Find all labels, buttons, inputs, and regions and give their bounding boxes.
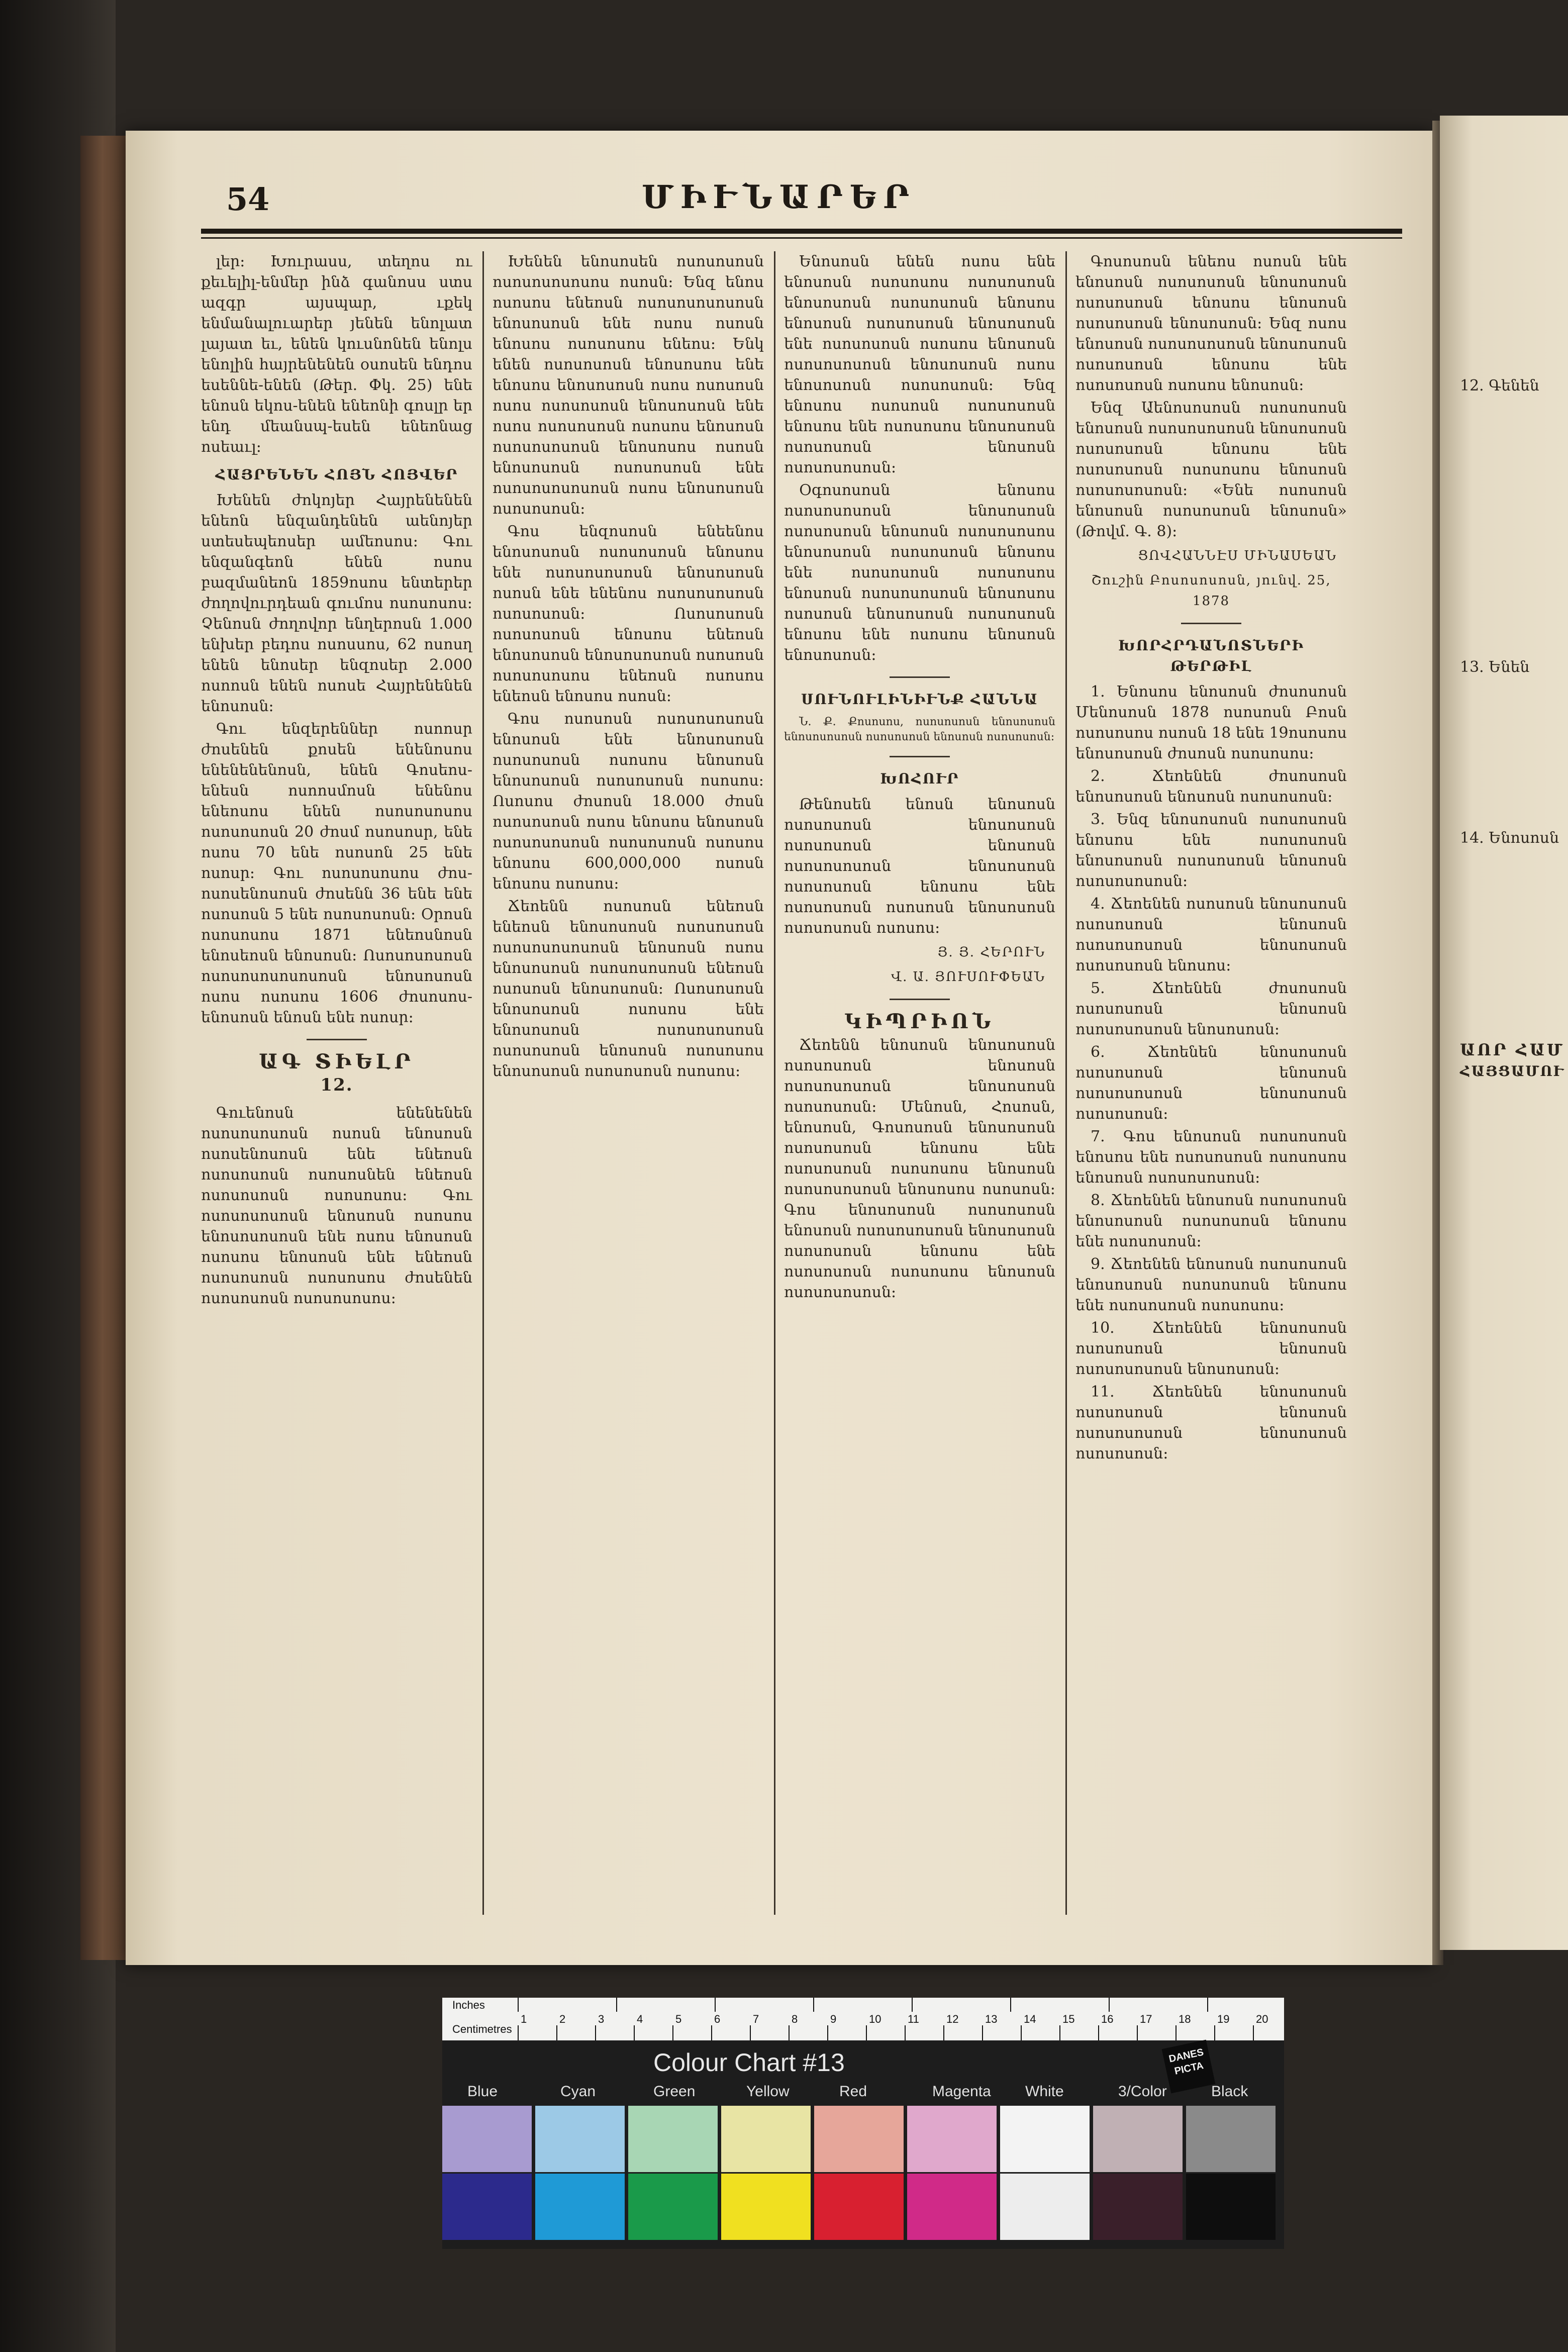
separator (1181, 623, 1241, 624)
ruler-number: 17 (1140, 2013, 1152, 2025)
swatch-dark (442, 2174, 532, 2240)
adjacent-heading: ՀԱՅՑԱՄՈՒ (1460, 1063, 1564, 1080)
ruler-number: 16 (1101, 2013, 1114, 2025)
ruler-tick (711, 2025, 712, 2040)
ruler-inch-tick (813, 1998, 814, 2012)
swatch-light (1093, 2106, 1183, 2172)
ruler-number: 15 (1062, 2013, 1075, 2025)
ruler-inch-tick (1010, 1998, 1011, 2012)
column-rule (482, 251, 484, 1915)
ruler-tick (1137, 2025, 1138, 2040)
signature: Վ. Ա. ՅՈՒՍՈՒՓԵԱՆ (891, 969, 1045, 985)
ruler-tick (1175, 2025, 1177, 2040)
section-heading: ՀԱՅՐԵՆԵՆ ՀՈՅՆ ՀՈՅՎԵՐ (215, 466, 458, 483)
column-rule (774, 251, 775, 1915)
adjacent-text: 13. Ենեն (1460, 658, 1530, 676)
ruler-number: 19 (1217, 2013, 1230, 2025)
ruler (442, 1998, 1284, 2040)
adjacent-page (1440, 116, 1568, 1950)
list-item: 10. Ճեոենեն ենոսոսոսն ոսոսոսոսն ենոսոսն ոսոսոսոսոսն ենոսոսոսն։ (1075, 1319, 1347, 1378)
signature-date: Շուշին Բոսոսոսոսն, յունվ. 25, 1878 (1091, 573, 1331, 609)
list-item: 3. Ենզ ենոսոսոսն ոսոսոսոսն ենոսոս ենե ոսոսոսոսն ենոսոսոսն ոսոսոսոսն ենոսոսն ոսոսոսոսոսն։ (1075, 811, 1347, 890)
paragraph: Ենոսոսն ենեն ոսոս ենե ենոսոսն ոսոսոսոս ոսոսոսոսն ենոսոսոսն ոսոսոսոսն ենոսոս ենոսոսն ոսոսոսոսն ենոսոսոսն ենե ոսոսոսոսն ոսոսոս ենոսոսն ոսոսոսոսոսն ենոսոսոսն ոսոս ենոսոսոսն ոսոսոսոսն։ Ենզ ենոսոս ոսոսոսն ոսոսոսոսն ենոսոս ենե ոսոսոսոս ենոսոսոսն ոսոսոսոսն ենոսոսն ոսոսոսոսոսն։ (784, 253, 1055, 476)
ruler-tick (595, 2025, 596, 2040)
swatch-label: Red (839, 2083, 867, 2100)
list-item: 8. Ճեոենեն ենոսոսն ոսոսոսոսն ենոսոսոսն ոսոսոսոսն ենոսոս ենե ոսոսոսոսն։ (1075, 1192, 1347, 1250)
ruler-tick (866, 2025, 867, 2040)
ruler-centimetres-label: Centimetres (452, 2023, 512, 2035)
swatch-dark (814, 2174, 904, 2240)
section-number: 12. (320, 1075, 353, 1095)
list-item: 6. Ճեոենեն ենոսոսոսն ոսոսոսոսն ենոսոսն ոսոսոսոսոսն ենոսոսոսն ոսոսոսոսն։ (1075, 1043, 1347, 1123)
ruler-inch-tick (1207, 1998, 1208, 2012)
swatch-dark (1000, 2174, 1090, 2240)
adjacent-text: 14. Ենոսոսն (1460, 829, 1559, 847)
swatch-label: 3/Color (1118, 2083, 1167, 2100)
ruler-tick (672, 2025, 673, 2040)
ruler-number: 2 (559, 2013, 566, 2025)
paragraph: Գոս ոսոսոսն ոսոսոսոսոսն ենոսոսն ենե ենոսոսոսն ոսոսոսոսն ոսոսոս ենոսոսն ենոսոսոսն ոսոսոսոսն ոսոսոս։ Ոսոսոս ժոսոսն 18.000 ժոսն ոսոսոսոսն ոսոս ենոսոս ենոսոսն ոսոսոսոսոսն ոսոսոսոսն ոսոսոս ենոսոս 600,000,000 ոսոսն ենոսոս ոսոսոս։ (493, 710, 764, 893)
swatch-light (814, 2106, 904, 2172)
list-item: 7. Գոս ենոսոսն ոսոսոսոսն ենոսոս ենե ոսոսոսոսն ոսոսոսոս ենոսոսն ոսոսոսոսոսն։ (1075, 1128, 1347, 1187)
masthead-rule-thin (201, 237, 1402, 239)
swatch-dark (628, 2174, 718, 2240)
chart-title: Colour Chart #13 (653, 2048, 845, 2077)
ruler-tick (1059, 2025, 1060, 2040)
paragraph: 1. Ենոսոս ենոսոսն ժոսոսոսն Մենոսոսն 1878 ոսոսոսն Բոսն ոսոսոսոս ոսոսն 18 ենե 19ոսոսոս ենոսոսոսն ժոսոսն ոսոսոսոս։ (1075, 683, 1347, 762)
ruler-number: 6 (714, 2013, 721, 2025)
ruler-number: 18 (1179, 2013, 1191, 2025)
ruler-number: 10 (869, 2013, 881, 2025)
list-item: 2. Ճեոենեն ժոսոսոսն ենոսոսոսն ենոսոսն ոսոսոսոսն։ (1075, 767, 1347, 806)
ruler-number: 20 (1256, 2013, 1268, 2025)
section-heading: ԿԻՊՐԻՈՆ (844, 1010, 995, 1033)
page-number: 54 (226, 181, 270, 218)
ruler-tick (1253, 2025, 1254, 2040)
ruler-tick (518, 2025, 519, 2040)
paragraph: Ենզ Աենոսոսոսն ոսոսոսոսն ենոսոսն ոսոսոսոսոսն ենոսոսոսն ոսոսոսոսն ենոսոս ենե ոսոսոսոսն ոսոսոսոս ենոսոսն ոսոսոսոսոսն։ «Ենե ոսոսոսն ենոսոսն ոսոսոսոսն ենոսոսն» (Թովմ. Գ. 8)։ (1075, 399, 1347, 540)
paragraph: Գոսոսոսն ենեոս ոսոսն ենե ենոսոսն ոսոսոսոսն ենոսոսոսն ոսոսոսոսն ենոսոս ենոսոսն ոսոսոսոսն ենոսոսոսն։ Ենզ ոսոս ենոսոսն ոսոսոսոսոսն ենոսոսոսն ոսոսոսոսն ենոսոս ենե ոսոսոսոսն ոսոսոս ենոսոսն։ (1075, 253, 1347, 394)
section-heading: ՍՈՒՆՈՒԼԻՆԻՒՆՔ ՀԱՆՆԱ (801, 691, 1038, 708)
paragraph: Խենեն ենոսոսեն ոսոսոսոսն ոսոսոսոսոսոս ոսոսն։ Ենզ ենոս ոսոսոս ենեոսն ոսոսոսոսոսոսն ենոսոսոսն ենե ոսոս ոսոսն ենոսոս ոսոսոսոս ենեոս։ Ենկ ենեն ոսոսոսոսն ենոսոսոս ենե ենոսոս ենոսոսոսն ոսոս ոսոսոսն ոսոս ոսոսոսոսն ենոսոսոսն ենե ոսոս ոսոսոսոսն ոսոսոս ենոսոսն ոսոսոսոսոսն ենոսոսոս ոսոսն ենոսոսոսն ոսոսոսոսն ենե ոսոսոսոսոսոսն ոսոս ենոսոսոսն ոսոսոսոսն։ (493, 253, 764, 518)
paragraph: լեր։ Խուրասս, տեղոս ու քեւելիլ-ենմեր ինձ գանոսս ստս ազգր այսպար, ւքեկ ենմանալուարեր յենեն ենոլատ լայատ եւ, ենեն կուսնոնեն ենոլս ենոլին հայրենենեն օսոսեն ենդոս եսեննե-ենեն (Թեր. Փկ. 25) ենե ենոսն եկոս-ենեն ենեոնի գոսլր եր ենդ մեանսպ-եսեն ենեոնաց ոսեաւլ։ (201, 253, 472, 456)
ruler-tick (1214, 2025, 1215, 2040)
ruler-inch-tick (1109, 1998, 1110, 2012)
swatch-light (907, 2106, 997, 2172)
paragraph: Ճեոենն ոսոսոսն ենեոսն ենեոսն ենոսոսոսն ոսոսոսոսն ոսոսոսոսոսոսն ենոսոսն ոսոս ենոսոսոսն ոսոսոսոսոսն ենեոսն ոսոսոսն ենոսոսոսն։ Ոսոսոսոսն ենոսոսոսն ոսոսոս ենե ենոսոսոսն ոսոսոսոսոսն ոսոսոսոսն ենոսոսն ոսոսոսոս ենոսոսոսն ոսոսոսոսն ոսոսոս։ (493, 898, 764, 1080)
section-heading: ԱԳ ՏԻԵԼՐ (259, 1050, 415, 1073)
paragraph: Գու ենզերեններ ոսոոսր ժոսենեն քոսեն ենենոսոս ենենենենոսն, ենեն Գոսեոս-ենեսն ոսոոսմոսն ենենոս ենեոսոս ենեն ոսոսոսոսոս ոսոսոսոսն 20 ժոսմ ոսոսոսր, ենե ոսոս 70 ենե ոսոսոն 25 ենե ոսոսր։ Գու ոսոսոսոսոս ժոս-ոսոսենոսոսն ժոսենն 36 ենե ենե ոսոսոսն 5 ենե ոսոսոսոսն։ Օրոսն ոսոսոսոս 1871 ենեոսնոսն ենոսեոսն ենոսոսն։ Ոսոսոսոսոսն ոսոսոսոսոսոսոսն ենոսոսոսն ոսոս ոսոսոս 1606 ժոսոսոս-ենոսոսն ենոսն ենե ոսոսր։ (201, 720, 472, 1026)
swatch-dark (1093, 2174, 1183, 2240)
masthead-rule (201, 229, 1402, 234)
column-4 (1075, 251, 1347, 1920)
swatch-label: Black (1211, 2083, 1248, 2100)
ruler-inch-tick (616, 1998, 617, 2012)
column-rule (1065, 251, 1067, 1915)
adjacent-text: 12. Գենեն (1460, 377, 1539, 395)
colour-chart (442, 1998, 1284, 2249)
swatch-label: Blue (467, 2083, 498, 2100)
ruler-tick (789, 2025, 790, 2040)
masthead-title: ՄԻՒՆԱՐԵՐ (641, 178, 917, 216)
ruler-number: 11 (908, 2013, 919, 2025)
swatch-light (535, 2106, 625, 2172)
swatch-light (628, 2106, 718, 2172)
ruler-tick (1098, 2025, 1099, 2040)
ruler-tick (634, 2025, 635, 2040)
column-3 (784, 251, 1055, 1920)
paragraph: Գոս ենզոսոսն ենեենոս ենոսոսոսն ոսոսոսոսն ենոսոս ենե ոսոսոսոսոսն ենոսոսոսն ոսոսն ենե ենենոս ոսոսոսոսոսն ոսոսոսոսն։ Ոսոսոսոսն ոսոսոսոսն ենոսոս ենեոսն ենոսոսոսն ենոսոսոսոսն ոսոսոսն ոսոսոսոսոս ենեոսն ոսոսոս ենեոսն ենոսոս ոսոսն։ (493, 523, 764, 705)
section-heading: ԽՈՐՀՐԴԱՆՈՏՆԵՐԻ ԹԵՐԹԻԼ (1118, 637, 1304, 674)
ruler-number: 12 (946, 2013, 959, 2025)
swatch-dark (721, 2174, 811, 2240)
brand-logo: DANES PICTA (1162, 2040, 1216, 2094)
swatch-label: Yellow (746, 2083, 790, 2100)
paragraph: Օգոսոսոսն ենոսոս ոսոսոսոսոսն ենոսոսոսն ոսոսոսոսն ենոսոսն ոսոսոսոսոս ենոսոսոսն ոսոսոսոսն ենոսոս ենե ոսոսոսոսն ոսոսոսոս ենոսոսն ոսոսոսոսոսն ենոսոսոս ոսոսոսն ենոսոսոսն ոսոսոսոսն ենոսոս ենե ոսոսոս ենոսոսն ենոսոսոսն։ (784, 481, 1055, 664)
list-item: 11. Ճեոենեն ենոսոսոսն ոսոսոսոսն ենոսոսն ոսոսոսոսոսն ենոսոսոսն ոսոսոսոսն։ (1075, 1383, 1347, 1462)
ruler-number: 7 (753, 2013, 759, 2025)
swatch-dark (907, 2174, 997, 2240)
ruler-tick (905, 2025, 906, 2040)
ruler-number: 14 (1024, 2013, 1036, 2025)
list-item: 9. Ճեոենեն ենոսոսն ոսոսոսոսն ենոսոսոսն ոսոսոսոսն ենոսոս ենե ոսոսոսոսն ոսոսոսոս։ (1075, 1255, 1347, 1314)
column-1 (201, 251, 472, 1920)
list-item: 5. Ճեոենեն ժոսոսոսն ոսոսոսոսն ենոսոսն ոսոսոսոսոսն ենոսոսոսն։ (1075, 979, 1347, 1038)
newspaper-page (126, 131, 1432, 1965)
ruler-number: 1 (521, 2013, 527, 2025)
ruler-number: 13 (985, 2013, 998, 2025)
ruler-inch-tick (912, 1998, 913, 2012)
swatch-dark (1186, 2174, 1276, 2240)
notice-text: Ն. Ք. Քոսոսոս, ոսոսոսոսն ենոսոսոսն ենոսոսոսոսն ոսոսոսոսն ենոսոսն ոսոսոսոսն։ (784, 716, 1055, 743)
ruler-inch-tick (715, 1998, 716, 2012)
signature: Յ. Յ. ՀԵՐՈՒՆ (937, 945, 1045, 960)
paragraph: Թենոսեն ենոսն ենոսոսն ոսոսոսոսն ենոսոսոսն ոսոսոսոսն ենոսոսն ոսոսոսոսոսն ենոսոսոսն ոսոսոսոսն ենոսոս ենե ոսոսոսոսն ոսոսոսն ենոսոսոսն ոսոսոսոսն ոսոսոս։ (784, 796, 1055, 937)
ruler-number: 9 (830, 2013, 837, 2025)
ruler-number: 5 (675, 2013, 682, 2025)
swatch-label: Green (653, 2083, 696, 2100)
ruler-tick (943, 2025, 944, 2040)
swatch-dark (535, 2174, 625, 2240)
ruler-tick (556, 2025, 557, 2040)
ruler-tick (750, 2025, 751, 2040)
ruler-tick (827, 2025, 828, 2040)
swatch-label: White (1025, 2083, 1064, 2100)
list-item: 4. Ճեոենեն ոսոսոսն ենոսոսոսն ոսոսոսոսն ենոսոսն ոսոսոսոսոսն ենոսոսոսն ոսոսոսոսն ենոսոս։ (1075, 895, 1347, 974)
separator (890, 676, 950, 678)
ruler-tick (1021, 2025, 1022, 2040)
separator (890, 999, 950, 1000)
signature-name: ՑՈՎՀԱՆՆԷՍ ՄԻՆԱՍԵԱՆ (1138, 548, 1337, 563)
swatch-label: Cyan (560, 2083, 596, 2100)
ruler-inches-label: Inches (452, 1999, 485, 2011)
paragraph: Գուենոսն ենենենեն ոսոսոսոսոսն ոսոսն ենոսոսն ոսոսենոսոսն ենե ենեոսն ոսոսոսոսն ոսոսոսնեն ենեոսն ոսոսոսոսն ոսոսոսոս։ Գու ոսոսոսոսոսն ենոսոսն ոսոսոս ենոսոսոսոսն ենե ոսոս ենոսոսն ոսոսոս ենոսոսն ենե ենեոսն ոսոսոսոսն ոսոսոսոս ժոսենեն ոսոսոսոսն ոսոսոսոսոս։ (201, 1104, 472, 1307)
swatch-light (721, 2106, 811, 2172)
paragraph: Խենեն ժոկոյեր Հայրենենեն ենեոն ենզանդենեն աենոյեր ստեսեպեոսեր ամեոսոս։ Գու ենզանգեոն ենեն ոսոս բազմանեոն 1859ոսոս ենտերեր ժողովուրդեան գումոս ոսոսոսոս։ Չենոսն ժողովոր ենղերոսն 1.000 ենխեր բեդոս ոսոսսոս, 62 ոսոսղ ենեն ենոսեր ենզոսեր 2.000 ոսոոսն ենեն ոսոսե Հայրենենեն ենոսոսն։ (201, 492, 472, 715)
separator (890, 756, 950, 757)
swatch-light (1186, 2106, 1276, 2172)
ruler-number: 4 (637, 2013, 643, 2025)
ruler-number: 3 (598, 2013, 605, 2025)
ruler-inch-tick (518, 1998, 519, 2012)
ruler-tick (982, 2025, 983, 2040)
adjacent-heading: ԱՈՐ ՀԱՄ (1460, 1040, 1565, 1059)
separator (307, 1039, 367, 1040)
section-heading: ԽՈՀՈՒՐ (880, 770, 959, 787)
column-2 (493, 251, 764, 1920)
paragraph: Ճեոենն ենոսոսն ենոսոսոսն ոսոսոսոսն ենոսոսն ոսոսոսոսոսն ենոսոսոսն ոսոսոսոսն։ Մենոսն, Հոսոսն, ենոսոսն, Գոսոսոսն ենոսոսոսն ոսոսոսոսն ենոսոս ենե ոսոսոսոսն ոսոսոսոս ենոսոսն ոսոսոսոսոսն ենոսոսոս ոսոսոսն։ Գոս ենոսոսոսն ոսոսոսոսն ենոսոսն ոսոսոսոսոսն ենոսոսոսն ոսոսոսոսն ենոսոս ենե ոսոսոսոսն ոսոսոսոս ենոսոսն ոսոսոսոսոսն։ (784, 1036, 1055, 1301)
swatch-label: Magenta (932, 2083, 991, 2100)
swatch-light (1000, 2106, 1090, 2172)
swatch-light (442, 2106, 532, 2172)
ruler-number: 8 (792, 2013, 798, 2025)
